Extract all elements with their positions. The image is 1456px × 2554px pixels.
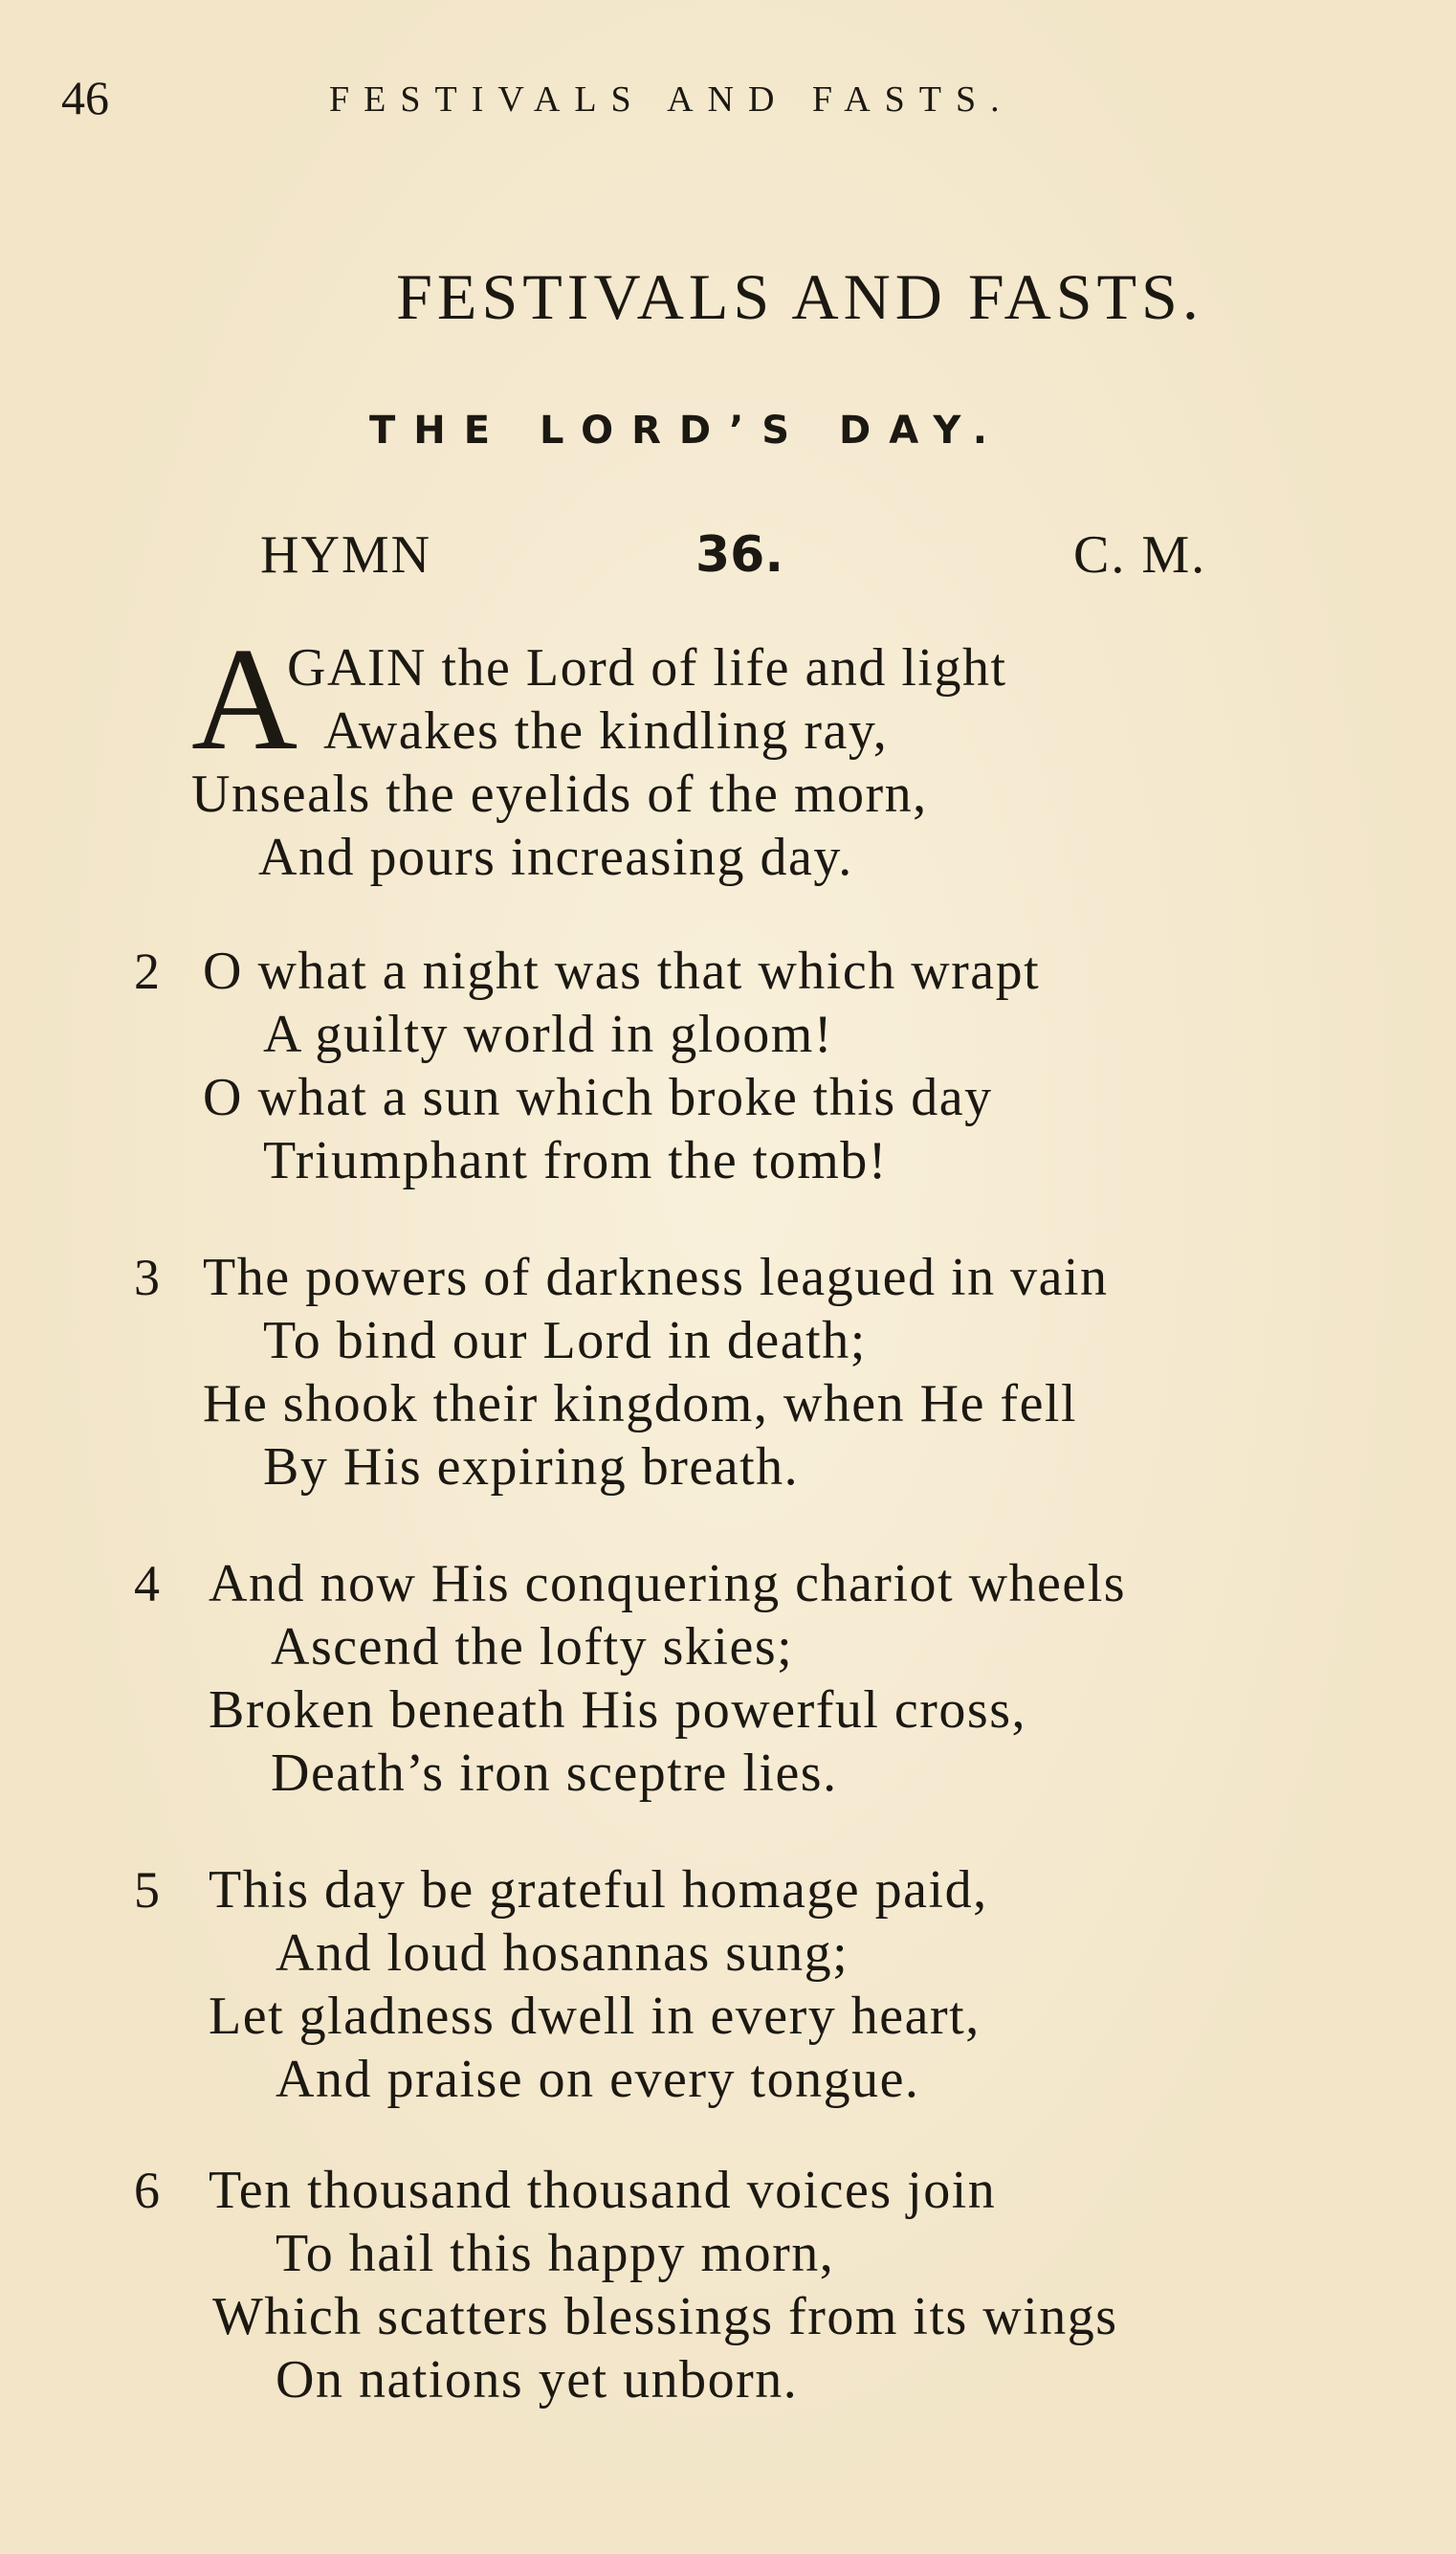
- stanza-line: Awakes the kindling ray,: [323, 701, 889, 761]
- drop-cap: A: [191, 618, 298, 781]
- stanza-number: 6: [134, 2162, 160, 2219]
- stanza-line: Broken beneath His powerful cross,: [209, 1680, 1027, 1740]
- stanza-line: O what a night was that which wrapt: [203, 942, 1041, 1001]
- section-title-text: FESTIVALS AND FASTS.: [396, 260, 1203, 333]
- section-title: [0, 258, 1456, 335]
- stanza-line: And loud hosannas sung;: [276, 1923, 849, 1983]
- stanza-line: Death’s iron sceptre lies.: [271, 1743, 838, 1803]
- page-number: 46: [61, 71, 109, 124]
- stanza-line: By His expiring breath.: [263, 1437, 800, 1497]
- stanza-line: Ascend the lofty skies;: [271, 1617, 794, 1677]
- stanza-line: Let gladness dwell in every heart,: [209, 1987, 981, 2046]
- running-title: FESTIVALS AND FASTS.: [329, 79, 1014, 120]
- hymn-label: HYMN: [260, 525, 432, 585]
- hymn-meter: C. M.: [1073, 525, 1207, 585]
- stanza-line: GAIN the Lord of life and light: [287, 638, 1007, 698]
- hymn-heading: [260, 522, 1236, 589]
- stanza-line: A guilty world in gloom!: [263, 1005, 833, 1064]
- stanza-line: Which scatters blessings from its wings: [212, 2287, 1118, 2346]
- stanza-line: Triumphant from the tomb!: [263, 1131, 888, 1190]
- stanza-line: Unseals the eyelids of the morn,: [191, 765, 928, 824]
- stanza-number: 4: [134, 1555, 160, 1612]
- stanza-line: Ten thousand thousand voices join: [209, 2161, 997, 2220]
- running-head: [61, 69, 1133, 126]
- stanza-number: 2: [134, 943, 160, 1000]
- stanza-line: The powers of darkness leagued in vain: [203, 1248, 1109, 1307]
- hymn-number: 36.: [695, 526, 784, 584]
- stanza-line: To hail this happy morn,: [276, 2224, 835, 2283]
- stanza-line: O what a sun which broke this day: [203, 1068, 993, 1127]
- stanza-line: And praise on every tongue.: [276, 2050, 920, 2109]
- stanza-line: This day be grateful homage paid,: [209, 1860, 988, 1920]
- stanza-line: He shook their kingdom, when He fell: [203, 1374, 1078, 1433]
- stanza-line: On nations yet unborn.: [276, 2350, 799, 2410]
- stanza-number: 3: [134, 1249, 160, 1306]
- stanza-line: And pours increasing day.: [258, 828, 853, 887]
- stanza-line: And now His conquering chariot wheels: [209, 1554, 1127, 1613]
- stanza-number: 5: [134, 1861, 160, 1919]
- subsection-title: THE LORD’S DAY.: [369, 409, 1005, 453]
- stanza-line: To bind our Lord in death;: [263, 1311, 867, 1370]
